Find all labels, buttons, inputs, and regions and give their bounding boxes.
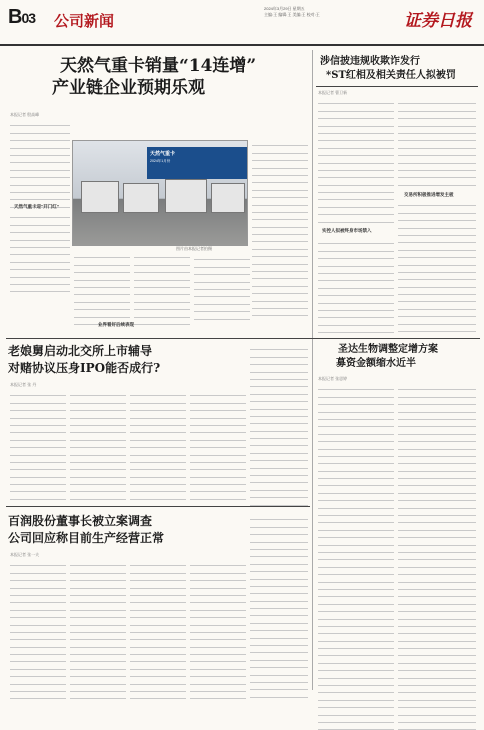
right-mid-byline: 本报记者 张思婷 [318, 376, 348, 381]
section-rule-2 [6, 506, 310, 507]
left-bottom-title-1: 百润股份董事长被立案调查 [8, 514, 153, 528]
left-bottom-col5 [250, 514, 308, 690]
main-body-col2 [74, 252, 130, 322]
left-mid-col4 [190, 390, 246, 500]
left-mid-title-2: 对赌协议压身IPO能否成行? [8, 361, 161, 375]
main-body-col1b [10, 212, 70, 288]
right-top-col1b [318, 238, 394, 334]
left-bottom-col1 [10, 560, 66, 690]
section-rule [6, 338, 480, 339]
main-body-col1 [10, 120, 70, 204]
left-bottom-col4 [190, 560, 246, 690]
right-mid-title-2: 募资金额缩水近半 [336, 358, 416, 369]
main-subhead: 天然气重卡迎“开门红” [14, 204, 59, 209]
photo-banner: 天然气重卡 2024年1月份 [147, 147, 247, 179]
main-body-col5 [252, 140, 308, 320]
left-mid-col5 [250, 344, 308, 500]
right-top-col2b [398, 200, 476, 334]
left-mid-title-1: 老娘舅启动北交所上市辅导 [8, 344, 153, 358]
main-body-col4 [194, 254, 250, 322]
issue-meta: 2024年3月29日 星期五 主编:王 编辑:王 美编:王 校对:王 [264, 6, 320, 17]
truck-photo [72, 140, 248, 246]
left-bottom-title-2: 公司回应称目前生产经营正常 [8, 531, 165, 545]
newspaper-logo: 证券日报 [404, 11, 472, 31]
main-body-col3 [134, 252, 190, 322]
section-title: 公司新闻 [54, 12, 115, 30]
rule [316, 86, 478, 87]
right-top-byline: 本报记者 曹卫新 [318, 90, 348, 95]
right-top-col1 [318, 98, 394, 224]
right-mid-col1 [318, 384, 394, 690]
left-bottom-col3 [130, 560, 186, 690]
left-bottom-col2 [70, 560, 126, 690]
right-top-subhead-2: 实控人拟被终身市场禁入 [322, 228, 372, 233]
main-title: 天然气重卡销量“14连增” [60, 56, 257, 76]
left-mid-col3 [130, 390, 186, 500]
right-mid-col2 [398, 384, 476, 690]
right-top-col2 [398, 98, 476, 188]
left-mid-col1 [10, 390, 66, 500]
main-byline: 本报记者 殷高峰 [10, 112, 40, 117]
left-mid-col2 [70, 390, 126, 500]
mid-subhead: 业界看好后续表现 [98, 322, 134, 327]
main-subtitle: 产业链企业预期乐观 [52, 78, 205, 98]
right-top-title-1: 涉信披违规收欺诈发行 [320, 56, 420, 67]
column-divider [312, 50, 313, 690]
right-top-title-2: *ST红相及相关责任人拟被罚 [326, 70, 456, 81]
page-code: B03 [8, 6, 36, 28]
photo-credit: 图片由本报记者拍摄 [176, 246, 212, 251]
right-top-subhead-1: 交易所积极推进增发主板 [404, 192, 454, 197]
left-bottom-byline: 本报记者 张一夫 [10, 552, 40, 557]
right-mid-title-1: 圣达生物调整定增方案 [338, 344, 438, 355]
left-mid-byline: 本报记者 张 丹 [10, 382, 37, 387]
